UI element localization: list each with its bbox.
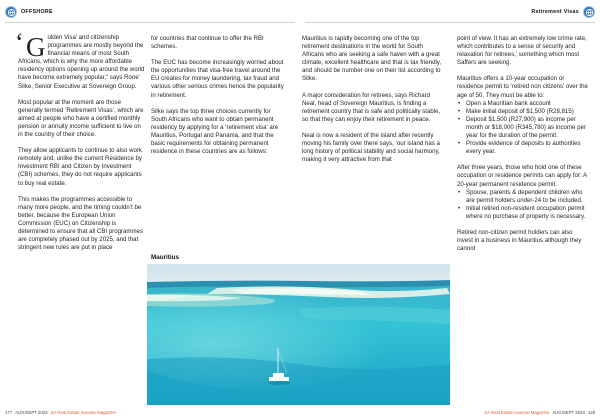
photo-caption: Mauritius (151, 254, 179, 261)
paragraph: The EUC has become increasingly worried about the opportunities that visa-free travel around the EU creates for money laundering, tax fraud and various other serious crimes hence the popularity in retirement. (151, 59, 284, 99)
header-right (531, 6, 595, 18)
paragraph: point of view. It has an extremely low crime rate, which contributes to a sense of security and relaxation for retirees,’ something which most Saffers are seeking. (457, 35, 587, 67)
paragraph: They allow applicants to continue to also work remotely and, unlike the current Residence by Investment RBI and Citizen by Investment (CBI) schemes, they do not require applicants to buy real estate. (18, 147, 142, 187)
intro-paragraph (15, 28, 146, 91)
issue-date: AUG/SEPT 2023 (552, 410, 585, 415)
paragraph: Mauritius is rapidly becoming one of the top retirement destinations in the world for South Africans who are seeking a safe haven with a great climate, excellent healthcare and that is tax friendly, and should be number one on their list according to Silke. (302, 35, 442, 83)
paragraph: Retired non-citizen permit holders can also invest in a business in Mauritius although they cannot (457, 228, 582, 253)
list-item: • Make initial deposit of $1,500 (R28,815) (457, 108, 590, 116)
mauritius-lagoon-photo (147, 264, 450, 405)
list-item: • Provide evidence of deposits to authorities every year. (457, 140, 590, 156)
header-divider-right (305, 22, 595, 23)
section-label-retirement-visas: Retirement Visas (531, 9, 579, 15)
paragraph: for countries that continue to offer the RBI schemes. (151, 35, 264, 51)
paragraph: Neal is now a resident of the island after recently moving his family over there says, ‘our island has a long history of political stability and social harmony, making it very attractive from that (302, 131, 440, 164)
paragraph: This makes the programmes accessible to many more people, and the timing couldn’t be better, because the European Union Commission (EUC) on Citizenship is determined to ensure that all CBI programmes are completely phased out by 2025, and that stringent new rules are put in place (18, 195, 143, 252)
requirements-list (457, 100, 590, 157)
header-divider-left (5, 22, 295, 23)
page-number: 128 (587, 410, 595, 415)
footer-left (5, 410, 116, 415)
issue-date: AUG/SEPT 2023 (15, 410, 48, 415)
footer-right (484, 410, 595, 415)
paragraph: Most popular at the moment are those generally termed ‘Retirement Visas’, which are aimed at people who have a certified monthly pension or annuity income sufficient to live on in the country of their choice. (18, 98, 144, 139)
list-item: • Deposit $1,500 (R27,900) as income per month or $18,000 (R345,780) as income per year for the duration of the permit. (457, 116, 590, 140)
globe-icon (583, 6, 595, 18)
section-label-offshore: OFFSHORE (21, 9, 53, 15)
paragraph: Silke says the top three choices currently for South Africans who want to obtain permanent residency by applying for a ‘retirement visa’ are Mauritius, Portugal and Panama, and that the basic requirements for obtaining permanent residence in these countries are as follows: (151, 107, 279, 156)
article-column-3 (302, 35, 445, 164)
opening-quote-mark: ‘ (15, 28, 24, 57)
article-column-2 (151, 35, 286, 156)
magazine-name: SA Real Estate Investor Magazine (50, 410, 116, 415)
header-left (5, 6, 53, 18)
list-item: • Initial retired non-resident occupation permit where no purchase of property is necessary. (457, 205, 590, 221)
permanent-residence-list (457, 189, 590, 221)
article-column-1 (15, 28, 146, 252)
magazine-name: SA Real Estate Investor Magazine (484, 410, 550, 415)
list-item: • Spouse, parents & dependent children who are permit holders under-24 to be included. (457, 189, 590, 205)
drop-cap: G (26, 32, 46, 62)
page-number: 177 (5, 410, 13, 415)
paragraph: A major consideration for retirees, says Richard Neal, head of Sovereign Mauritius, is finding a retirement country that is safe and politically stable, so that they can enjoy their retirement in peace. (302, 91, 441, 123)
globe-icon (5, 6, 17, 18)
intro-text: olden Visa’ and citizenship programmes are mostly beyond the financial means of most South Africans, which is why the more affordable residency options opening up around the world have become extremely popular,” says Rone’ Silke, Senior Executive at Sovereign Group. (18, 34, 145, 90)
article-column-4 (457, 35, 590, 253)
list-item: • Open a Mauritian bank account (457, 100, 590, 108)
paragraph: After three years, those who hold one of these occupation or residence permits can apply for: A 20-year permanent residence permit. (457, 164, 587, 188)
paragraph: Mauritius offers a 10-year occupation or residence permit to ‘retired non citizens’ over the age of 50. They must be able to: (457, 75, 588, 99)
